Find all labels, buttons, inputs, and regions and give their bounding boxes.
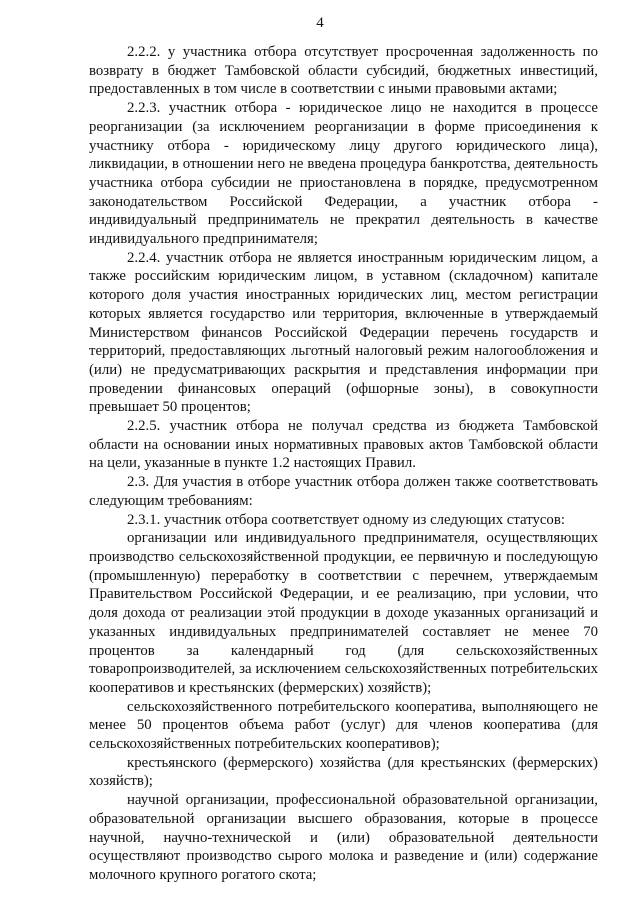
status-farm: крестьянского (фермерского) хозяйства (для крестьянских (фермерских) хозяйств); bbox=[89, 754, 598, 790]
paragraph-2-3-1: 2.3.1. участник отбора соответствует одному из следующих статусов: bbox=[127, 511, 565, 528]
paragraph-2-2-5: 2.2.5. участник отбора не получал средства из бюджета Тамбовской области на основании иных нормативных правовых актов Тамбовской области на цели, указанные в пункте 1.2 настоящих Правил. bbox=[89, 418, 598, 472]
document-body bbox=[89, 43, 598, 885]
paragraph-2-2-4: 2.2.4. участник отбора не является иностранным юридическим лицом, а также российским юридическим лицом, в уставном (складочном) капитале которого доля участия иностранных юридических лиц, местом регистрации которых является государство или территория, включенные в утверждаемый Министерством финансов Российской Федерации перечень государств и территорий, предоставляющих льготный налоговый режим налогообложения и (или) не предусматривающих раскрытия и представления информации при проведении финансовых операций (офшорные зоны), в совокупности превышает 50 процентов; bbox=[89, 249, 598, 416]
status-organization-entrepreneur: организации или индивидуального предпринимателя, осуществляющих производство сельскохозяйственной продукции, ее первичную и последующую (промышленную) переработку в соответствии с перечнем, утверждаемым Правительством Российской Федерации, и ее реализацию, при условии, что доля дохода от реализации этой продукции в доходе указанных организаций и указанных индивидуальных предпринимателей составляет не менее 70 процентов за календарный год (для сельскохозяйственных товаропроизводителей, за исключением сельскохозяйственных потребительских кооперативов и крестьянских (фермерских) хозяйств); bbox=[89, 530, 598, 696]
status-scientific-educational-organization: научной организации, профессиональной образовательной организации, образовательной организации высшего образования, которые в процессе научной, научно-технической и (или) образовательной деятельности осуществляют производство сырого молока и разведение и (или) содержание молочного крупного рогатого скота; bbox=[89, 792, 598, 883]
status-cooperative: сельскохозяйственного потребительского кооператива, выполняющего не менее 50 процентов объема работ (услуг) для членов кооператива (для сельскохозяйственных потребительских кооперативов); bbox=[89, 698, 598, 753]
paragraph-2-2-3: 2.2.3. участник отбора - юридическое лицо не находится в процессе реорганизации (за исключением реорганизации в форме присоединения к участнику отбора - юридическому лицу другого юридического лица), ликвидации, в отношении него не введена процедура банкротства, деятельность участника отбора субсидии не приостановлена в порядке, предусмотренном законодательством Российской Федерации, а участник отбора - индивидуальный предприниматель не прекратил деятельность в качестве индивидуального предпринимателя; bbox=[89, 100, 598, 248]
page-number: 4 bbox=[316, 15, 324, 31]
paragraph-2-3: 2.3. Для участия в отборе участник отбора должен также соответствовать следующим требованиям: bbox=[89, 474, 598, 509]
paragraph-2-2-2: 2.2.2. у участника отбора отсутствует просроченная задолженность по возврату в бюджет Тамбовской области субсидий, бюджетных инвестиций, предоставленных в том числе в соответствии с иными правовыми актами; bbox=[89, 44, 598, 98]
